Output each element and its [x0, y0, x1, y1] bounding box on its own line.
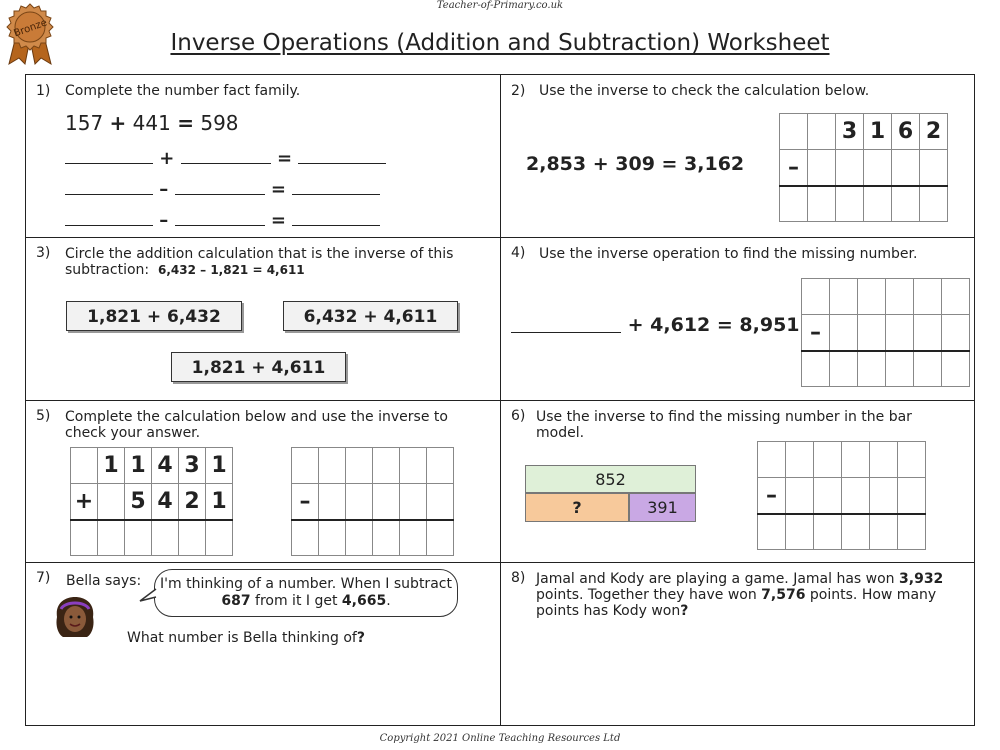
answer-blank[interactable] [65, 194, 153, 195]
row-equals: = [270, 179, 286, 200]
speech-tail [138, 585, 158, 605]
fact-statement [65, 111, 239, 135]
question-1 [26, 75, 501, 238]
question-prompt [127, 630, 365, 646]
question-2 [501, 75, 974, 238]
grid-cell[interactable] [125, 520, 152, 556]
grid-cell[interactable] [206, 520, 233, 556]
grid-cell[interactable] [319, 520, 346, 556]
grid-cell[interactable] [373, 484, 400, 520]
grid-cell[interactable] [427, 520, 454, 556]
calculation-text: + 4,612 = 8,951 [627, 314, 800, 336]
answer-blank[interactable] [175, 194, 265, 195]
grid-cell[interactable] [814, 514, 842, 550]
grid-cell[interactable] [836, 186, 864, 222]
bar-total: 852 [525, 465, 696, 493]
speech-number: 4,665 [341, 593, 387, 609]
minus-sign: – [780, 150, 808, 186]
speech-number: 687 [221, 593, 251, 609]
fact-row [65, 174, 386, 205]
copyright-footer: Copyright 2021 Online Teaching Resources Ltd [379, 733, 621, 744]
calculation: 2,853 + 309 = 3,162 [526, 153, 745, 175]
grid-cell[interactable] [292, 520, 319, 556]
question-mark: ? [356, 630, 365, 646]
grid-cell[interactable] [898, 514, 926, 550]
grid-cell[interactable] [864, 150, 892, 186]
speech-text: I'm thinking of a number. When I subtract [160, 576, 452, 592]
grid-cell[interactable] [808, 186, 836, 222]
inverse-grid [291, 447, 454, 556]
question-text: points. How many points has Kody won [536, 587, 937, 619]
grid-cell[interactable] [892, 186, 920, 222]
fact-a: 157 [65, 111, 104, 135]
question-5 [26, 401, 501, 563]
bella-avatar-icon [51, 595, 99, 639]
question-prompt [536, 571, 956, 619]
grid-cell[interactable] [858, 351, 886, 387]
grid-cell[interactable] [836, 150, 864, 186]
question-prompt [65, 409, 448, 441]
grid-cell[interactable] [179, 520, 206, 556]
question-text: What number is Bella thinking of [127, 630, 357, 646]
fact-b: 441 [132, 111, 171, 135]
fact-c: 598 [200, 111, 239, 135]
grid-cell[interactable] [914, 351, 942, 387]
grid-cell[interactable] [319, 484, 346, 520]
grid-cell[interactable] [373, 520, 400, 556]
grid-cell[interactable] [892, 150, 920, 186]
grid-cell[interactable] [808, 150, 836, 186]
grid-cell[interactable] [814, 478, 842, 514]
grid-cell[interactable] [786, 514, 814, 550]
answer-blank[interactable] [292, 194, 380, 195]
digit: 1 [125, 448, 152, 484]
grid-cell[interactable] [427, 448, 454, 484]
badge-label: Bronze [12, 17, 49, 40]
fact-family-rows [65, 143, 386, 236]
digit: 1 [864, 114, 892, 150]
grid-cell[interactable] [898, 442, 926, 478]
digit: 4 [152, 484, 179, 520]
grid-cell[interactable] [870, 514, 898, 550]
speech-bubble [154, 569, 458, 617]
grid-cell[interactable] [319, 448, 346, 484]
question-prompt: Use the inverse operation to find the missing number. [539, 246, 918, 262]
fact-row [65, 143, 386, 174]
page-title: Inverse Operations (Addition and Subtraction) Worksheet [170, 30, 830, 56]
grid-cell[interactable] [914, 279, 942, 315]
digit: 3 [836, 114, 864, 150]
bar-model [525, 465, 696, 522]
grid-cell[interactable] [842, 514, 870, 550]
grid-cell[interactable] [346, 484, 373, 520]
question-mark: ? [680, 603, 689, 619]
option-card[interactable]: 6,432 + 4,611 [283, 301, 458, 331]
worksheet [25, 74, 975, 726]
digit: 2 [920, 114, 948, 150]
answer-blank[interactable] [65, 163, 153, 164]
question-number: 8) [511, 570, 526, 586]
option-card[interactable]: 1,821 + 6,432 [66, 301, 242, 331]
question-text: Jamal and Kody are playing a game. Jamal has won [536, 571, 900, 587]
answer-blank[interactable] [175, 225, 265, 226]
grid-cell[interactable] [400, 484, 427, 520]
question-3 [26, 238, 501, 401]
prompt-line: subtraction: [65, 262, 150, 278]
minus-sign: – [758, 478, 786, 514]
answer-blank[interactable] [292, 225, 380, 226]
digit: 2 [179, 484, 206, 520]
grid-cell[interactable] [842, 442, 870, 478]
grid-cell[interactable] [920, 186, 948, 222]
bella-says-label: Bella says: [66, 573, 142, 589]
bar-unknown-part: ? [525, 493, 629, 522]
grid-cell[interactable] [870, 442, 898, 478]
answer-blank[interactable] [298, 163, 386, 164]
grid-cell[interactable] [292, 448, 319, 484]
grid-cell[interactable] [786, 478, 814, 514]
grid-cell[interactable] [71, 520, 98, 556]
prompt-line: Complete the calculation below and use the inverse to [65, 409, 448, 425]
grid-cell[interactable] [842, 478, 870, 514]
plus-sign: + [71, 484, 98, 520]
question-number: 3) [36, 245, 51, 261]
site-name: Teacher-of-Primary.co.uk [436, 0, 564, 11]
question-number: 5) [36, 408, 51, 424]
digit: 4 [152, 448, 179, 484]
row-operator: – [159, 179, 169, 200]
grid-cell[interactable] [400, 520, 427, 556]
minus-sign: – [292, 484, 319, 520]
grid-cell[interactable] [346, 520, 373, 556]
question-number: 6) [511, 408, 526, 424]
digit: 1 [206, 448, 233, 484]
row-equals: = [276, 148, 293, 169]
digit: 1 [98, 448, 125, 484]
grid-cell[interactable] [758, 514, 786, 550]
grid-cell[interactable] [780, 186, 808, 222]
grid-cell[interactable] [373, 448, 400, 484]
question-4 [501, 238, 974, 401]
bar-known-part: 391 [629, 493, 696, 522]
grid-cell[interactable] [942, 315, 970, 351]
grid-cell[interactable] [886, 279, 914, 315]
question-prompt [65, 246, 453, 278]
grid-cell[interactable] [942, 351, 970, 387]
answer-blank[interactable] [65, 225, 153, 226]
digit: 1 [206, 484, 233, 520]
calculation [511, 314, 800, 336]
minus-sign: – [802, 315, 830, 351]
grid-cell[interactable] [898, 478, 926, 514]
grid-cell[interactable] [427, 484, 454, 520]
question-number: 7) [36, 570, 51, 586]
speech-text: . [386, 593, 391, 609]
question-number-value: 3,932 [899, 571, 944, 587]
question-prompt: Use the inverse to check the calculation below. [539, 83, 870, 99]
subtraction-statement: 6,432 – 1,821 = 4,611 [158, 263, 305, 277]
grid-cell[interactable] [830, 279, 858, 315]
speech-text: from it I get [250, 593, 342, 609]
missing-number-blank[interactable] [511, 332, 621, 333]
answer-blank[interactable] [181, 163, 271, 164]
fact-row [65, 205, 386, 236]
grid-cell[interactable] [802, 279, 830, 315]
grid-cell[interactable] [786, 442, 814, 478]
question-number: 1) [36, 83, 51, 99]
grid-cell[interactable] [914, 315, 942, 351]
grid-cell[interactable] [920, 150, 948, 186]
grid-cell[interactable] [830, 351, 858, 387]
prompt-line: check your answer. [65, 425, 201, 441]
prompt-line: Use the inverse to find the missing number in the bar [536, 409, 912, 425]
question-number: 2) [511, 83, 526, 99]
question-8 [501, 563, 974, 725]
grid-cell[interactable] [802, 351, 830, 387]
addition-grid [70, 447, 233, 556]
grid-cell[interactable] [858, 315, 886, 351]
question-number-value: 7,576 [761, 587, 806, 603]
fact-operator: + [109, 111, 127, 135]
option-card[interactable]: 1,821 + 4,611 [171, 352, 346, 382]
question-prompt: Complete the number fact family. [65, 83, 301, 99]
question-7 [26, 563, 501, 725]
prompt-line: Circle the addition calculation that is the inverse of this [65, 246, 454, 262]
column-grid [779, 113, 948, 222]
grid-cell[interactable] [886, 315, 914, 351]
prompt-line: model. [536, 425, 585, 441]
column-grid [757, 441, 926, 550]
grid-cell[interactable] [858, 279, 886, 315]
grid-cell[interactable] [400, 448, 427, 484]
grid-cell[interactable] [870, 478, 898, 514]
digit: 3 [179, 448, 206, 484]
grid-cell[interactable] [152, 520, 179, 556]
grid-cell[interactable] [830, 315, 858, 351]
grid-cell[interactable] [814, 442, 842, 478]
grid-cell[interactable] [758, 442, 786, 478]
grid-cell[interactable] [942, 279, 970, 315]
grid-cell[interactable] [864, 186, 892, 222]
column-grid [801, 278, 970, 387]
grid-cell[interactable] [98, 520, 125, 556]
digit: 5 [125, 484, 152, 520]
question-text: points. Together they have won [536, 587, 762, 603]
row-operator: – [159, 210, 169, 231]
row-equals: = [270, 210, 286, 231]
grid-cell[interactable] [886, 351, 914, 387]
digit: 6 [892, 114, 920, 150]
fact-equals: = [177, 111, 194, 135]
question-number: 4) [511, 245, 526, 261]
grid-cell[interactable] [346, 448, 373, 484]
question-prompt [536, 409, 912, 441]
question-6 [501, 401, 974, 563]
row-operator: + [159, 148, 175, 169]
